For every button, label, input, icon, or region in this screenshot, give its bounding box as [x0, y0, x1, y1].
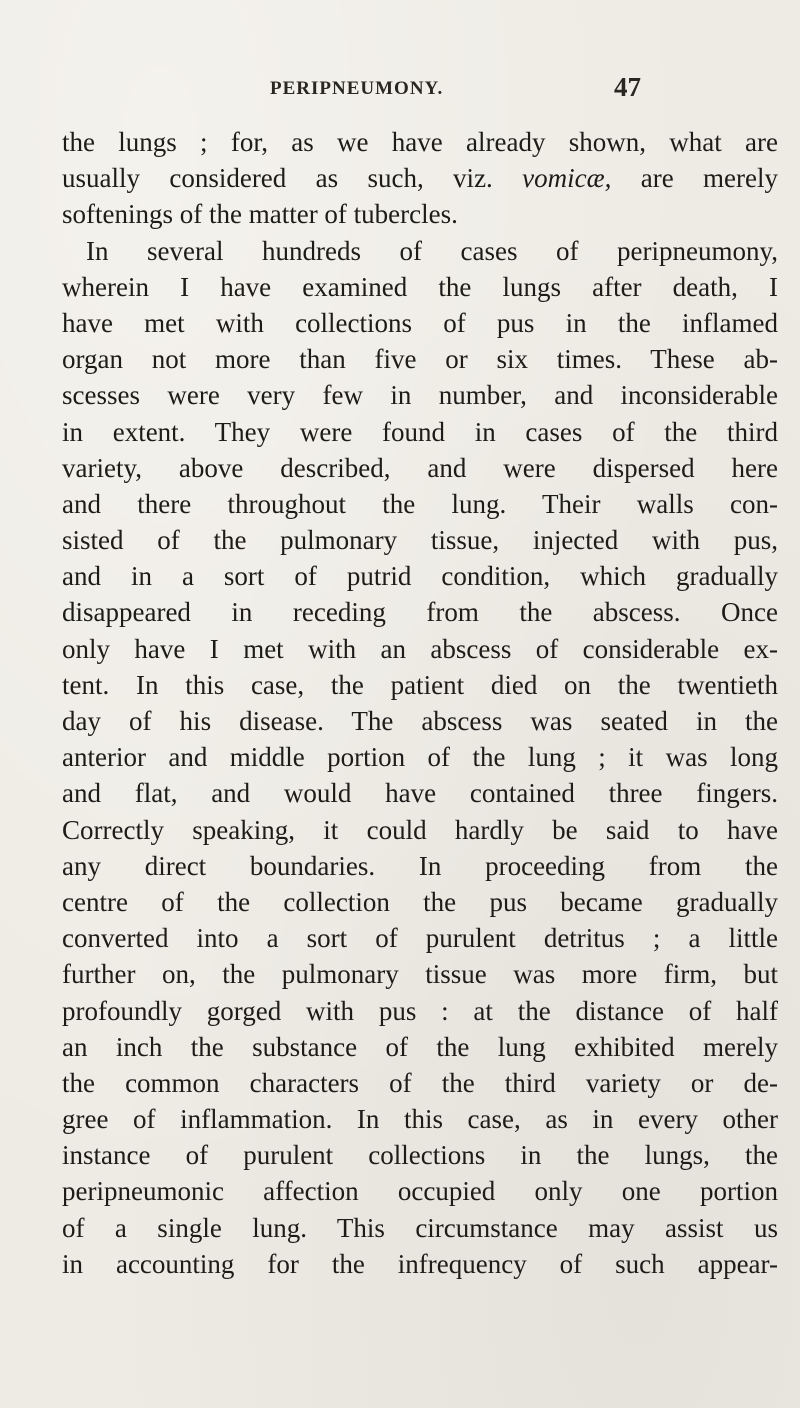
text-line: organ not more than five or six times. These ab- [62, 344, 778, 375]
text-line: tent. In this case, the patient died on the twentieth [62, 669, 778, 700]
text-line: and flat, and would have contained three fingers. [62, 778, 778, 809]
text-line: disappeared in receding from the abscess. Once [62, 597, 778, 628]
text-line: the lungs ; for, as we have already shown, what are [62, 127, 778, 157]
text-line: variety, above described, and were dispersed here [62, 452, 778, 483]
running-head: PERIPNEUMONY. [270, 78, 444, 99]
text-line: scesses were very few in number, and inconsiderable [62, 380, 778, 411]
text-line: in accounting for the infrequency of such appear- [62, 1248, 778, 1279]
text-line: anterior and middle portion of the lung ; it was long [62, 742, 778, 773]
text-line: profoundly gorged with pus : at the distance of half [62, 995, 778, 1026]
text-line: an inch the substance of the lung exhibited merely [62, 1031, 778, 1062]
text-line: any direct boundaries. In proceeding from the [62, 850, 778, 881]
text-line: only have I met with an abscess of considerable ex- [62, 633, 778, 664]
text-line: have met with collections of pus in the inflamed [62, 307, 778, 338]
text-line: peripneumonic affection occupied only one portion [62, 1176, 778, 1207]
text-line: gree of inflammation. In this case, as in every other [62, 1104, 778, 1135]
body-text [62, 124, 778, 1282]
text-line: of a single lung. This circumstance may assist us [62, 1212, 778, 1243]
text-line: the common characters of the third variety or de- [62, 1067, 778, 1098]
text-line: wherein I have examined the lungs after death, I [62, 271, 778, 302]
text-line [62, 160, 778, 196]
text-line: further on, the pulmonary tissue was more firm, but [62, 959, 778, 990]
text-line: centre of the collection the pus became gradually [62, 886, 778, 917]
page-number: 47 [614, 72, 641, 102]
text-line: and there throughout the lung. Their walls con- [62, 488, 778, 519]
text-line: Correctly speaking, it could hardly be said to have [62, 814, 778, 845]
text-segment: usually considered as such, viz. [62, 163, 523, 194]
text-line: in extent. They were found in cases of the third [62, 416, 778, 447]
text-line: instance of purulent collections in the lungs, the [62, 1140, 778, 1171]
text-line: and in a sort of putrid condition, which gradually [62, 561, 778, 592]
text-segment: are merely [611, 163, 779, 194]
text-line: converted into a sort of purulent detritus ; a little [62, 923, 778, 954]
italic-term: vomicæ, [522, 163, 612, 194]
text-line: sisted of the pulmonary tissue, injected with pus, [62, 525, 778, 556]
text-line: softenings of the matter of tubercles. [62, 199, 458, 230]
text-line: day of his disease. The abscess was seated in the [62, 706, 778, 736]
page-header [270, 72, 790, 112]
text-line: In several hundreds of cases of peripneumony, [86, 235, 778, 266]
